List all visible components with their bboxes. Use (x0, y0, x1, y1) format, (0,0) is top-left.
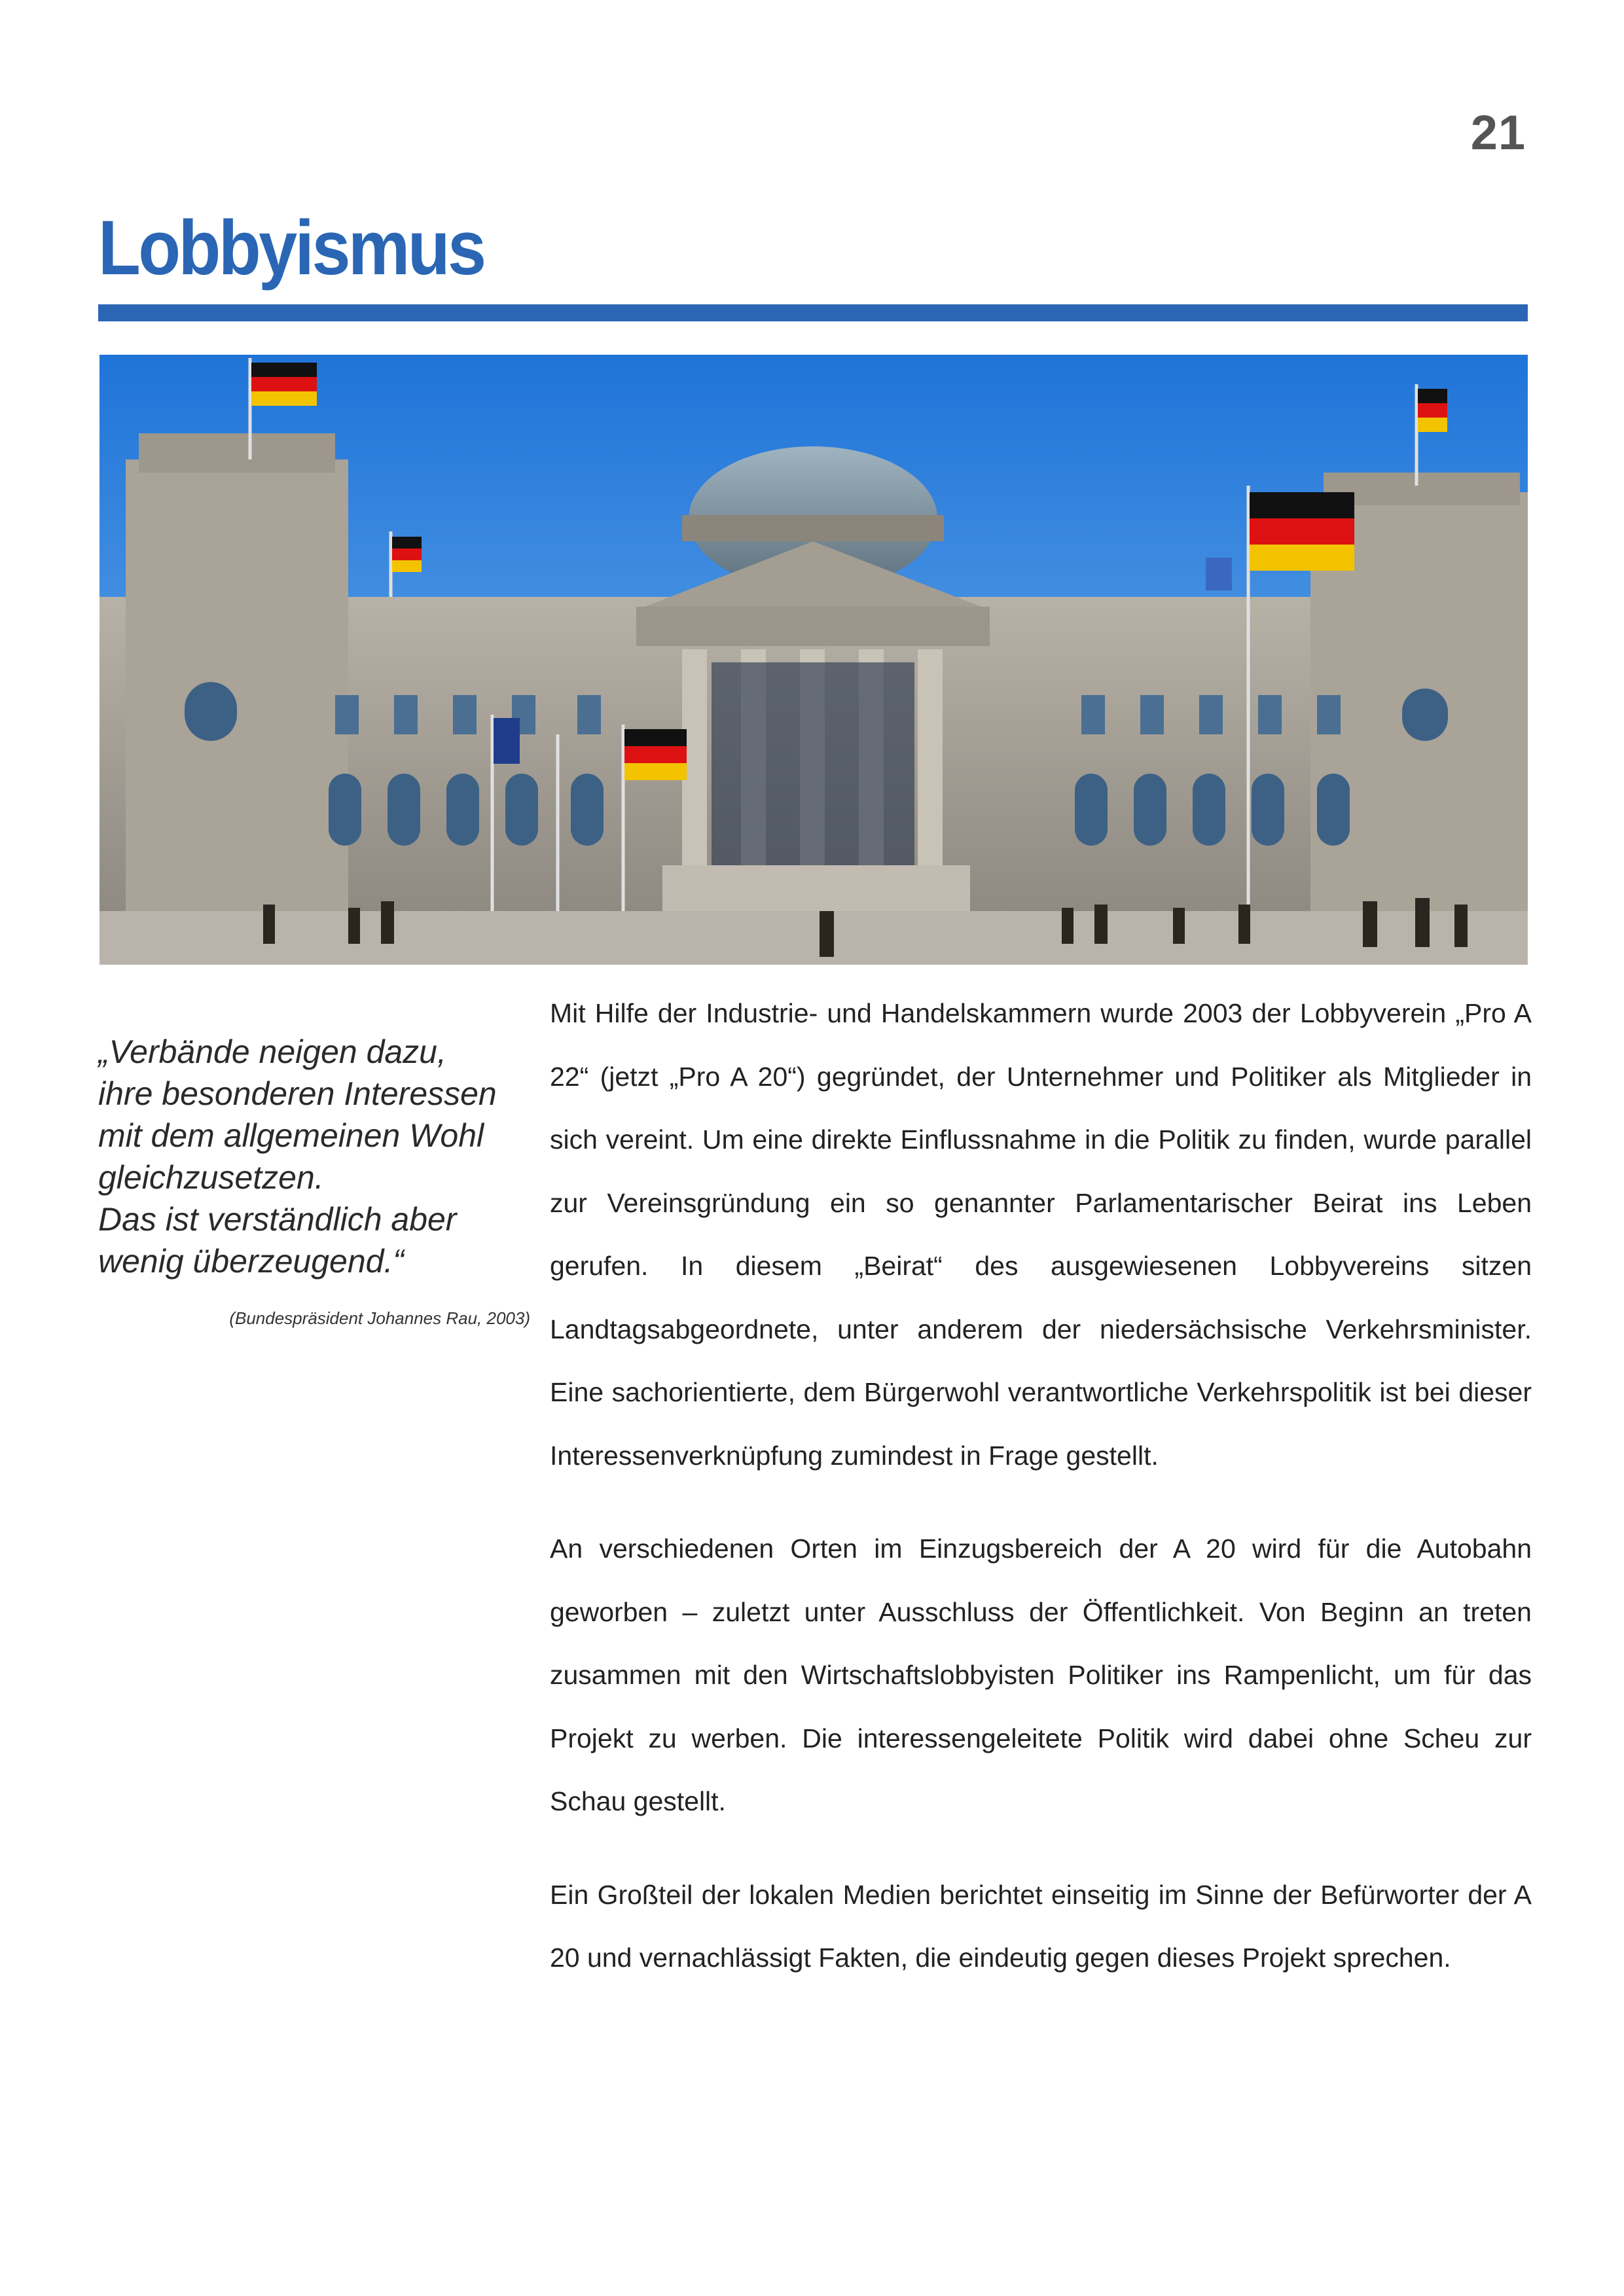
quote-source: (Bundespräsident Johannes Rau, 2003) (229, 1308, 530, 1328)
pull-quote (98, 1031, 530, 1329)
paragraph-1: Mit Hilfe der Industrie- und Handelskammern wurde 2003 der Lobbyverein „Pro A 22“ (jetzt „Pro A 20“) gegründet, der Unternehmer und Politiker als Mitglieder in sich vereint. Um eine direkte Einflussnahme in die Politik zu finden, wurde parallel zur Vereinsgründung ein so genannter Parlamentarischer Beirat ins Leben gerufen. In diesem „Beirat“ des ausgewiesenen Lobbyvereins sitzen Landtagsabgeordnete, unter anderem der niedersächsische Verkehrsminister. Eine sachorientierte, dem Bürgerwohl verantwortliche Verkehrspolitik ist bei dieser Interessenverknüpfung zumindest in Frage gestellt. (550, 998, 1532, 1471)
paragraph-2: An verschiedenen Orten im Einzugsbereich der A 20 wird für die Autobahn geworben – zuletzt unter Ausschluss der Öffentlichkeit. Von Beginn an treten zusammen mit den Wirtschaftslobbyisten Politiker ins Rampenlicht, um für das Projekt zu werben. Die interessengeleitete Politik wird dabei ohne Scheu zur Schau gestellt. (550, 1534, 1532, 1816)
reichstag-photo (99, 355, 1528, 965)
article-body (550, 982, 1532, 2020)
page-number: 21 (1470, 105, 1526, 160)
quote-text: „Verbände neigen dazu, ihre besonderen Interessen mit dem allgemeinen Wohl gleichzusetzen. Das ist verständlich aber wenig überzeugend.“ (98, 1033, 497, 1280)
paragraph-3: Ein Großteil der lokalen Medien berichtet einseitig im Sinne der Befürworter der A 20 und vernachlässigt Fakten, die eindeutig gegen dieses Projekt sprechen. (550, 1879, 1532, 1973)
page-title: Lobbyismus (98, 205, 484, 291)
title-rule (98, 304, 1528, 321)
